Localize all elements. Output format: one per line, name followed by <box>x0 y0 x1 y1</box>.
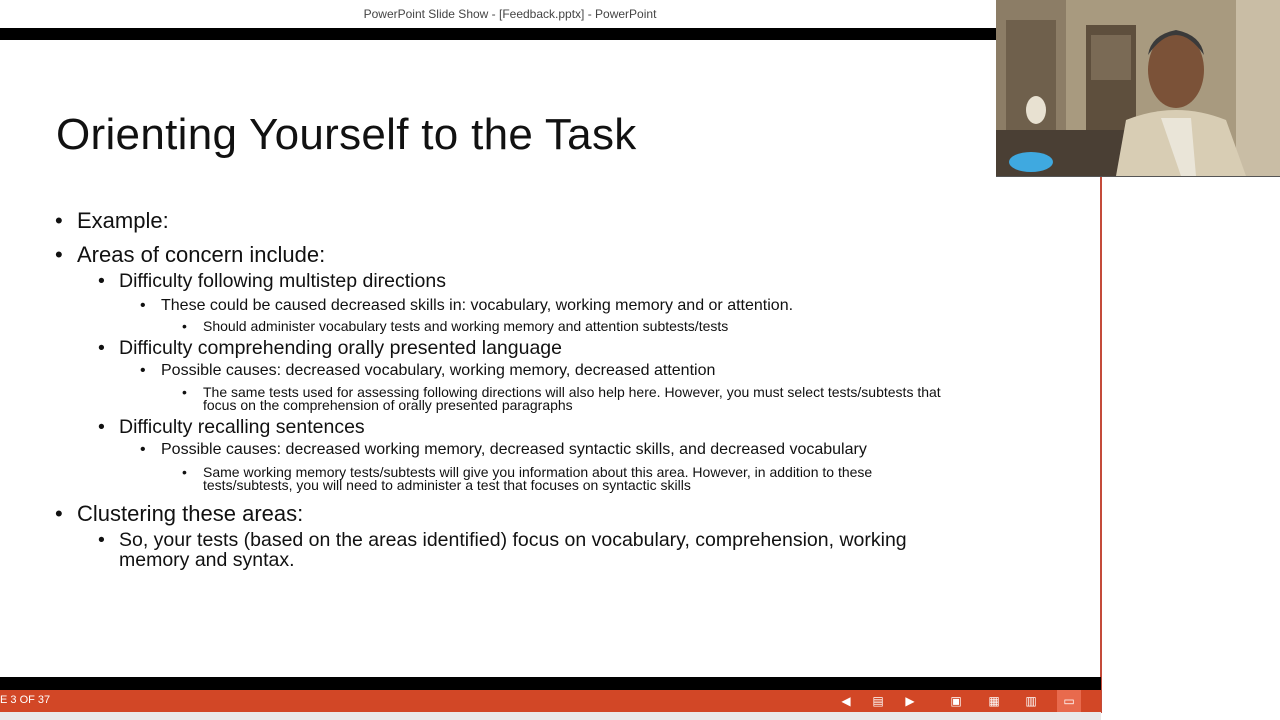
bullet-oral-cause <box>140 362 716 380</box>
bullet-example <box>55 208 169 234</box>
bullet-text: Clustering these areas: <box>77 501 304 526</box>
bullet-areas <box>55 242 326 268</box>
bullet-text: Difficulty recalling sentences <box>119 416 365 438</box>
bullet-dot-icon: • <box>55 208 63 233</box>
bullet-text: Example: <box>77 208 169 233</box>
bullet-multistep-admin <box>182 318 729 334</box>
bullet-text-line-1: The same tests used for assessing following directions will also help here. However, you must select tests/subtests that <box>203 384 941 400</box>
bullet-text-line-1: So, your tests (based on the areas identified) focus on vocabulary, comprehension, working <box>119 529 907 551</box>
bullet-text-line-2: tests/subtests, you will need to administer a test that focuses on syntactic skills <box>203 477 691 493</box>
presenter-video-image <box>996 0 1280 176</box>
notes-icon[interactable]: ▤ <box>872 694 884 708</box>
bullet-oral <box>98 337 562 360</box>
bullet-text: Areas of concern include: <box>77 242 326 267</box>
slide-sorter-icon[interactable]: ▦ <box>988 694 1000 708</box>
bullet-dot-icon: • <box>55 501 63 526</box>
taskbar-strip <box>0 712 1101 720</box>
bullet-dot-icon: • <box>182 464 187 480</box>
next-slide-icon[interactable]: ▶ <box>905 694 915 708</box>
bullet-dot-icon: • <box>55 242 63 267</box>
slide-title: Orienting Yourself to the Task <box>56 110 637 159</box>
bullet-text: Difficulty following multistep directions <box>119 270 446 292</box>
bullet-text: Possible causes: decreased working memory, decreased syntactic skills, and decreased vocabulary <box>161 441 867 458</box>
bullet-dot-icon: • <box>140 297 146 314</box>
slide-top-band <box>0 28 1101 40</box>
bullet-recall <box>98 416 365 439</box>
bullet-dot-icon: • <box>140 441 146 458</box>
bullet-text: Should administer vocabulary tests and working memory and attention subtests/tests <box>203 318 729 334</box>
bullet-cluster-detail <box>98 529 907 571</box>
bullet-dot-icon: • <box>98 270 105 292</box>
slide-canvas <box>0 40 1101 677</box>
slide-show-icon[interactable]: ▭ <box>1057 690 1081 712</box>
bullet-text: These could be caused decreased skills in: vocabulary, working memory and or attention. <box>161 297 794 314</box>
bullet-dot-icon: • <box>140 362 146 379</box>
bullet-text: Difficulty comprehending orally presented language <box>119 337 562 359</box>
bullet-dot-icon: • <box>98 529 105 551</box>
bullet-text-line-1: Same working memory tests/subtests will give you information about this area. However, in addition to these <box>203 464 873 480</box>
bullet-dot-icon: • <box>98 337 105 359</box>
bullet-dot-icon: • <box>182 384 187 400</box>
slide-counter: E 3 OF 37 <box>0 694 51 706</box>
previous-slide-icon[interactable]: ◀ <box>841 694 851 708</box>
bullet-text-line-2: focus on the comprehension of orally presented paragraphs <box>203 397 573 413</box>
slide-edge-rule <box>1100 176 1102 713</box>
bullet-text-line-2: memory and syntax. <box>119 549 295 571</box>
window-title: PowerPoint Slide Show - [Feedback.pptx] - PowerPoint <box>363 7 657 21</box>
slide-bottom-band <box>0 677 1101 690</box>
webcam-overlay <box>996 0 1280 177</box>
bullet-text: Possible causes: decreased vocabulary, working memory, decreased attention <box>161 362 716 379</box>
normal-view-icon[interactable]: ▣ <box>950 694 962 708</box>
bullet-oral-note <box>182 384 941 413</box>
bullet-recall-cause <box>140 441 867 459</box>
bullet-cluster <box>55 501 304 527</box>
bullet-recall-note <box>182 464 873 493</box>
slideshow-statusbar <box>0 690 1101 712</box>
bullet-multistep-cause <box>140 297 794 315</box>
bullet-multistep <box>98 270 446 293</box>
reading-view-icon[interactable]: ▥ <box>1025 694 1037 708</box>
bullet-dot-icon: • <box>182 318 187 334</box>
bullet-dot-icon: • <box>98 416 105 438</box>
